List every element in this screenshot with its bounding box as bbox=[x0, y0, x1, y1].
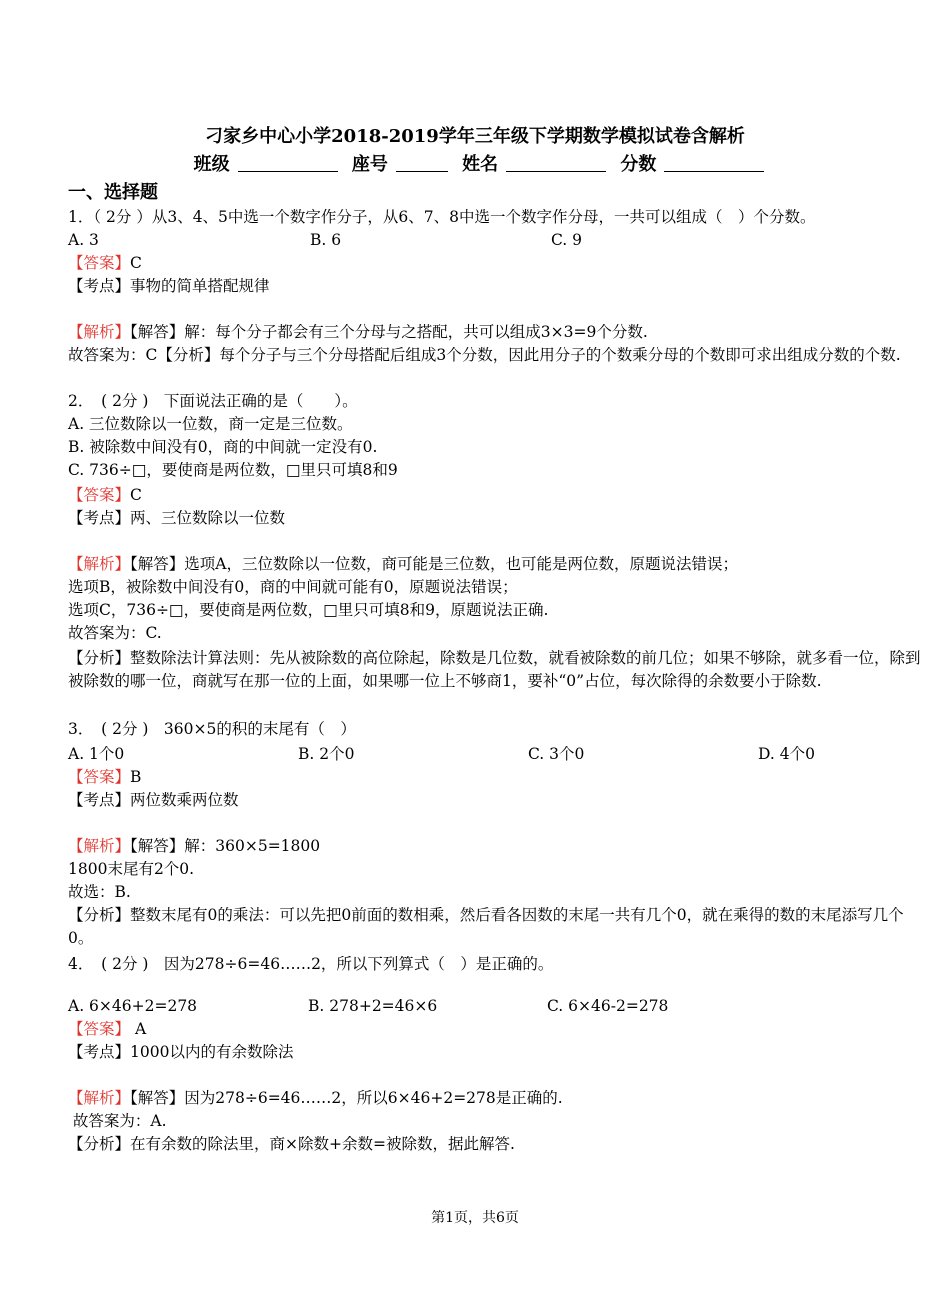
seat-label: 座号 bbox=[351, 154, 388, 175]
section-heading: 一、选择题 bbox=[68, 182, 158, 203]
analysis-tag: 【解析】 bbox=[68, 555, 131, 573]
q4-answer bbox=[68, 1018, 146, 1041]
point-tag: 【考点】 bbox=[68, 277, 131, 295]
answer-tag: 【答案】 bbox=[68, 768, 131, 786]
analysis-tag: 【解析】 bbox=[68, 323, 131, 341]
q4-analysis-line2: 故答案为：A. bbox=[68, 1112, 167, 1130]
q4-option-a: A. 6×46+2=278 bbox=[68, 997, 198, 1015]
q4-point-value: 1000以内的有余数除法 bbox=[130, 1043, 294, 1061]
q2-analysis-line5: 【分析】整数除法计算法则：先从被除数的高位除起，除数是几位数，就看被除数的前几位；如果不够除，就多看一位，除到被除数的哪一位，商就写在那一位的上面，如果哪一位上不够商1，要补“0”占位，每次除得的余数要小于除数. bbox=[68, 649, 921, 690]
q2-option-a: A. 三位数除以一位数，商一定是三位数。 bbox=[68, 415, 353, 433]
name-label: 姓名 bbox=[462, 154, 499, 175]
q2-answer-value: C bbox=[130, 486, 142, 504]
q3-point-value: 两位数乘两位数 bbox=[130, 791, 239, 809]
q1-option-a: A. 3 bbox=[68, 231, 99, 249]
q4-answer-value: A bbox=[130, 1020, 147, 1038]
q1-analysis-line2: 故答案为：C【分析】每个分子与三个分母搭配后组成3个分数，因此用分子的个数乘分母的个数即可求出组成分数的个数. bbox=[68, 346, 901, 364]
q2-analysis-line2: 选项B，被除数中间没有0，商的中间就可能有0，原题说法错误； bbox=[68, 578, 518, 596]
q4-option-b: B. 278+2=46×6 bbox=[308, 997, 438, 1015]
point-tag: 【考点】 bbox=[68, 1043, 131, 1061]
answer-tag: 【答案】 bbox=[68, 1020, 131, 1038]
class-label: 班级 bbox=[193, 154, 230, 175]
q4-analysis-line3: 【分析】在有余数的除法里，商×除数+余数=被除数，据此解答. bbox=[68, 1135, 515, 1153]
q1-stem: 1．（ 2分 ）从3、4、5中选一个数字作分子，从6、7、8中选一个数字作分母，一共可以组成（ ）个分数。 bbox=[68, 208, 816, 226]
analysis-tag: 【解析】 bbox=[68, 837, 131, 855]
seat-blank bbox=[396, 153, 448, 172]
q3-point bbox=[68, 789, 239, 812]
score-blank bbox=[664, 153, 764, 172]
q2-answer bbox=[68, 484, 142, 507]
score-label: 分数 bbox=[620, 154, 657, 175]
q4-point bbox=[68, 1041, 293, 1064]
page-footer: 第1页，共6页 bbox=[431, 1210, 519, 1226]
q3-analysis-line1 bbox=[68, 835, 320, 858]
q2-analysis-text1: 【解答】选项A，三位数除以一位数，商可能是三位数，也可能是两位数，原题说法错误； bbox=[130, 555, 738, 573]
q3-answer bbox=[68, 766, 141, 789]
q2-point bbox=[68, 507, 285, 530]
q3-option-a: A. 1个0 bbox=[68, 745, 125, 763]
point-tag: 【考点】 bbox=[68, 791, 131, 809]
q2-analysis-line4: 故答案为：C. bbox=[68, 624, 162, 642]
student-info-fields bbox=[0, 152, 950, 178]
q2-point-value: 两、三位数除以一位数 bbox=[130, 509, 286, 527]
q1-option-c: C. 9 bbox=[551, 231, 583, 249]
q3-option-d: D. 4个0 bbox=[758, 745, 815, 763]
q1-point bbox=[68, 275, 270, 298]
q3-option-c: C. 3个0 bbox=[528, 745, 585, 763]
q3-analysis-line3: 故选：B. bbox=[68, 883, 131, 901]
answer-tag: 【答案】 bbox=[68, 486, 131, 504]
q1-point-value: 事物的简单搭配规律 bbox=[130, 277, 270, 295]
q2-option-b: B. 被除数中间没有0，商的中间就一定没有0. bbox=[68, 438, 378, 456]
class-blank bbox=[238, 153, 338, 172]
answer-tag: 【答案】 bbox=[68, 254, 131, 272]
q1-analysis-line1 bbox=[68, 321, 648, 344]
page-title: 刁家乡中心小学2018-2019学年三年级下学期数学模拟试卷含解析 bbox=[205, 126, 745, 147]
q3-option-b: B. 2个0 bbox=[298, 745, 355, 763]
q1-answer-value: C bbox=[130, 254, 142, 272]
q3-analysis-line2: 1800末尾有2个0. bbox=[68, 860, 195, 878]
q4-stem: 4． ( 2分 ) 因为278÷6=46……2，所以下列算式（ ）是正确的。 bbox=[68, 955, 554, 973]
name-blank bbox=[506, 153, 606, 172]
q3-answer-value: B bbox=[130, 768, 142, 786]
q4-analysis-line1 bbox=[68, 1087, 563, 1110]
q2-analysis-line3: 选项C，736÷□，要使商是两位数，□里只可填8和9，原题说法正确. bbox=[68, 601, 549, 619]
q2-stem: 2． ( 2分 ) 下面说法正确的是（ ）。 bbox=[68, 392, 358, 410]
analysis-tag: 【解析】 bbox=[68, 1089, 131, 1107]
q3-stem: 3． ( 2分 ) 360×5的积的末尾有（ ） bbox=[68, 720, 356, 738]
point-tag: 【考点】 bbox=[68, 509, 131, 527]
q1-option-b: B. 6 bbox=[310, 231, 342, 249]
q4-option-c: C. 6×46-2=278 bbox=[547, 997, 669, 1015]
q1-analysis-text1: 【解答】解：每个分子都会有三个分母与之搭配，共可以组成3×3=9个分数. bbox=[130, 323, 648, 341]
q3-analysis-text1: 【解答】解：360×5=1800 bbox=[130, 837, 321, 855]
q2-analysis-line1 bbox=[68, 553, 738, 576]
q1-answer bbox=[68, 252, 142, 275]
q4-analysis-text1: 【解答】因为278÷6=46……2，所以6×46+2=278是正确的. bbox=[130, 1089, 563, 1107]
q3-analysis-line4: 【分析】整数末尾有0的乘法：可以先把0前面的数相乘，然后看各因数的末尾一共有几个0，就在乘得的数的末尾添写几个0。 bbox=[68, 906, 904, 947]
q2-option-c: C. 736÷□，要使商是两位数，□里只可填8和9 bbox=[68, 461, 398, 479]
